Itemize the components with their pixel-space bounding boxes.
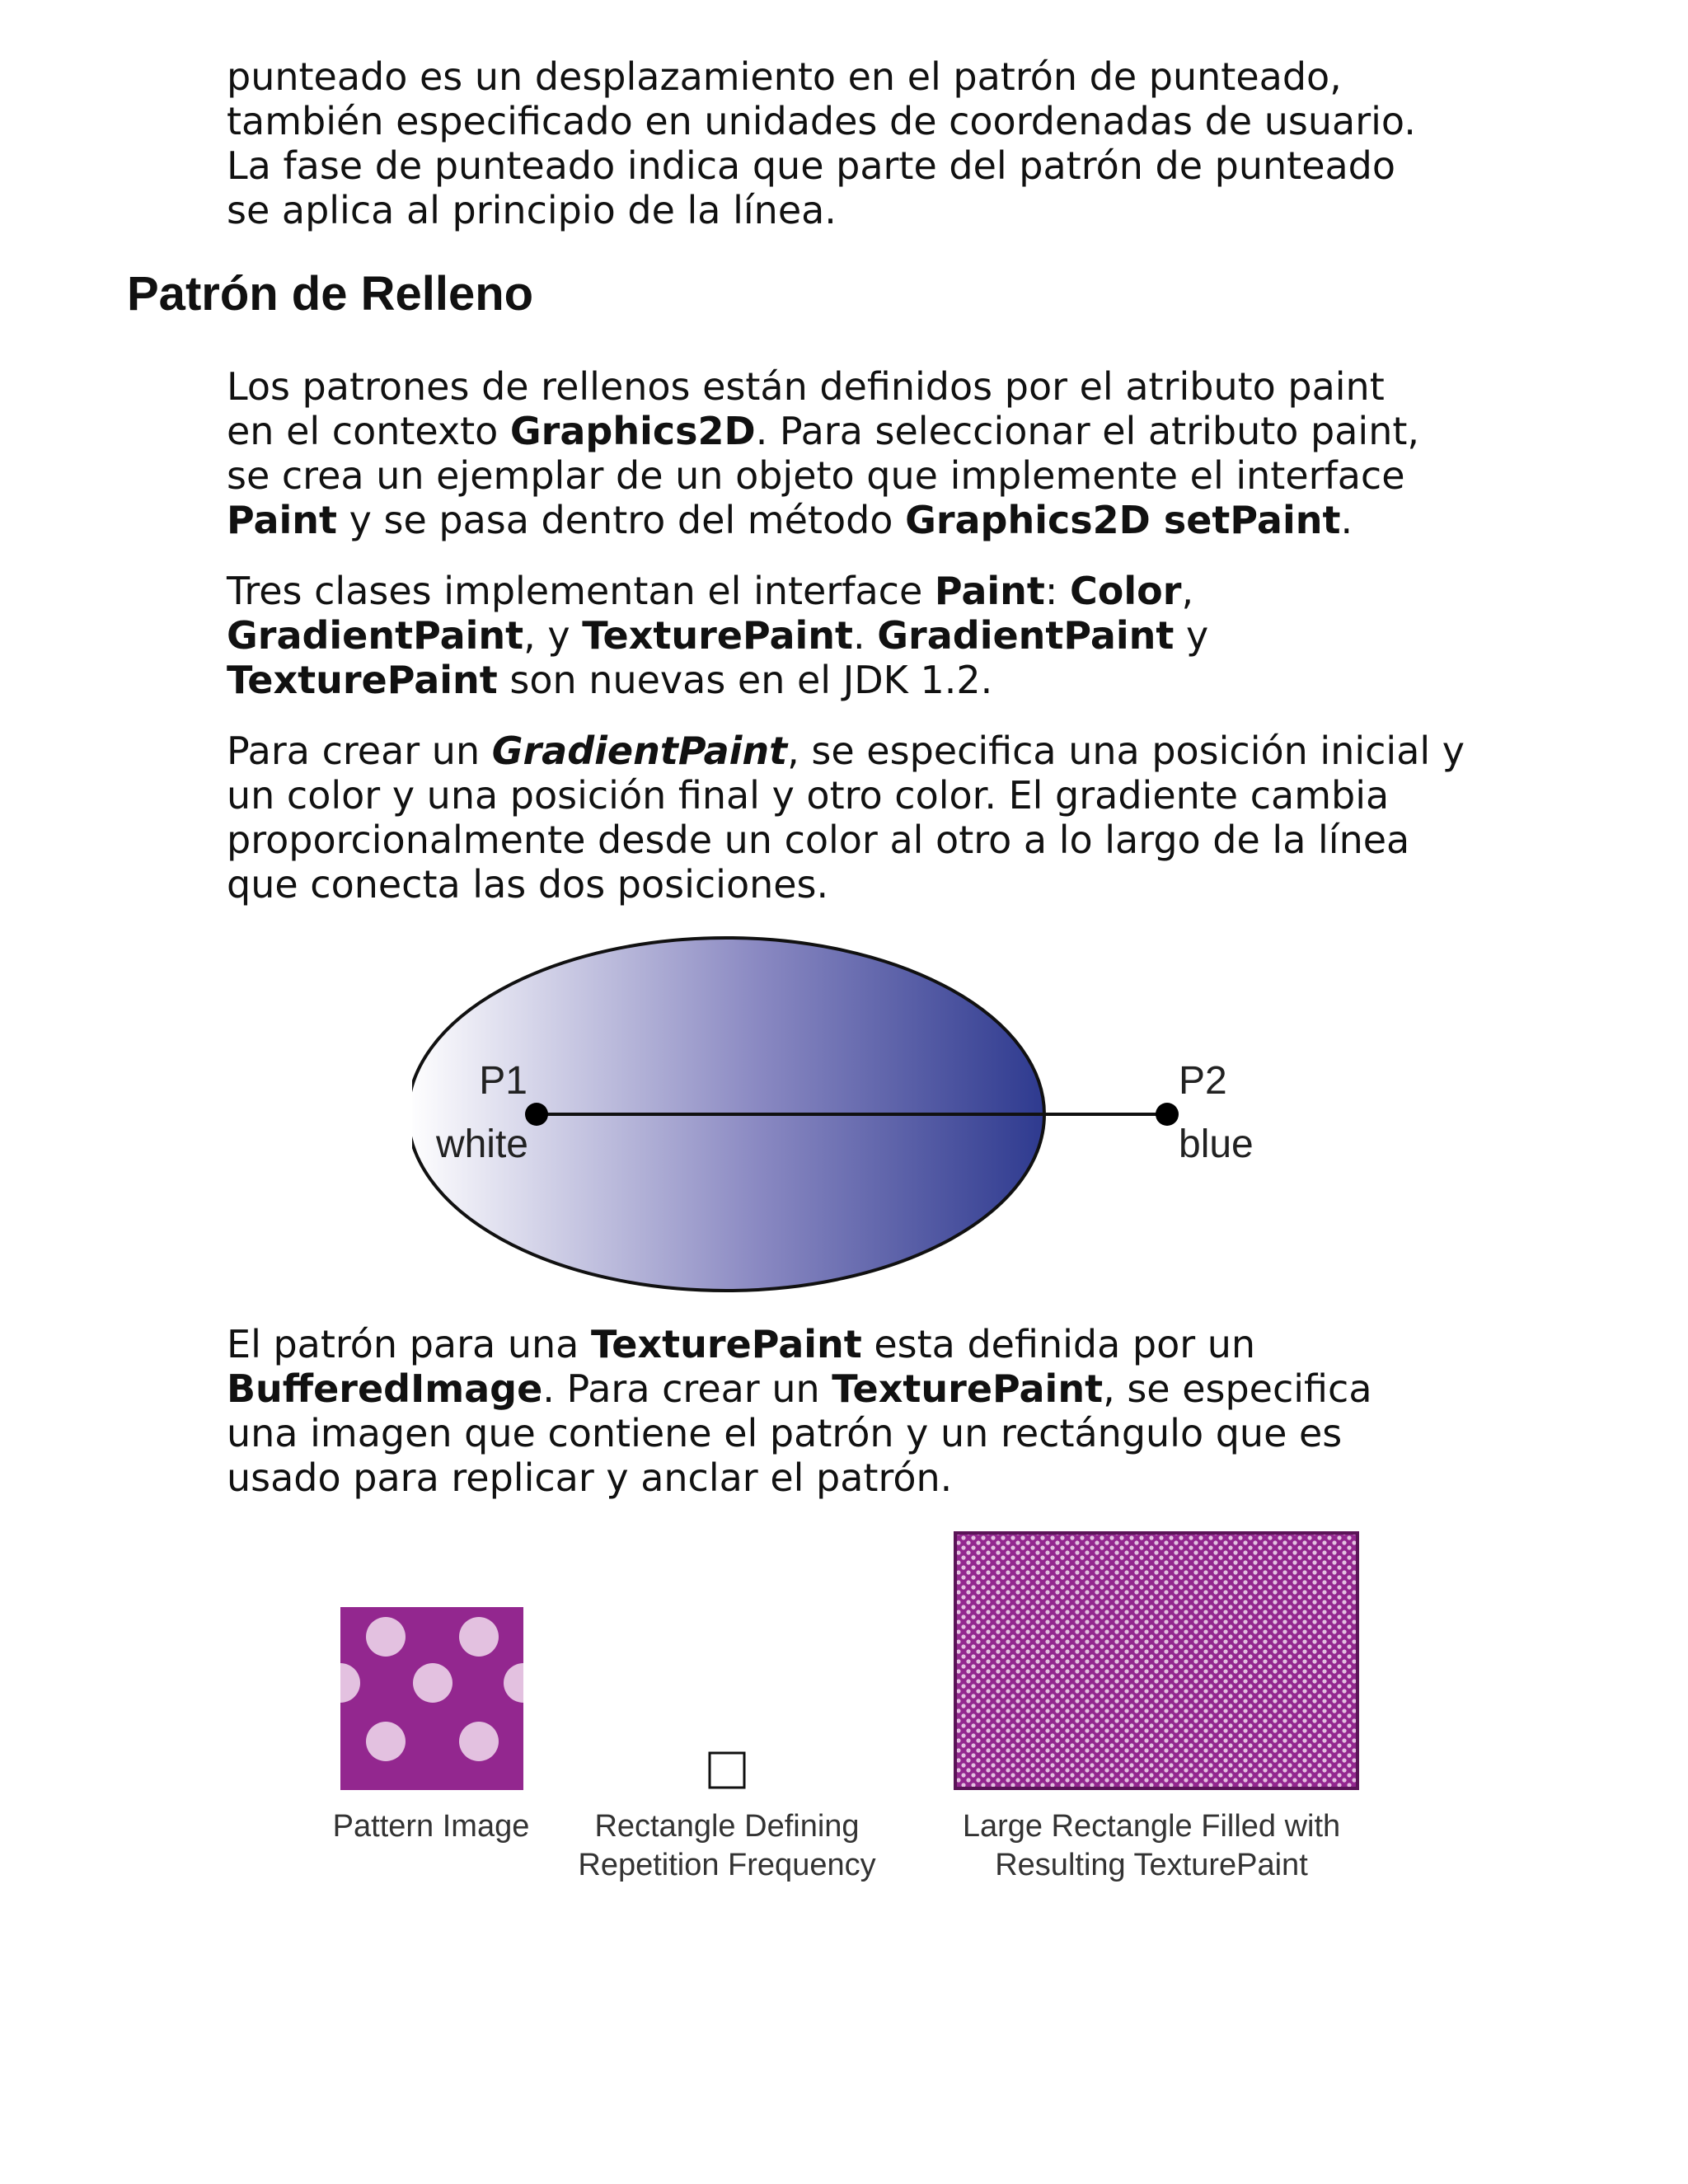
- paragraph-line: [227, 1411, 1479, 1455]
- intro-line: punteado es un desplazamiento en el patrón de punteado,: [227, 54, 1342, 99]
- text-run: Para crear un: [227, 729, 492, 773]
- text-run: El patrón para una: [227, 1322, 591, 1366]
- code-term: Graphics2D: [509, 409, 756, 453]
- paragraph-line: [227, 613, 1479, 658]
- rect-caption-line1: Rectangle Defining: [594, 1809, 860, 1844]
- code-term: GradientPaint: [227, 613, 524, 658]
- pattern-caption: Pattern Image: [332, 1809, 530, 1844]
- texturepaint-paragraph: [227, 1322, 1479, 1500]
- paragraph-line: [227, 453, 1479, 498]
- text-run: Tres clases implementan el interface: [227, 569, 935, 613]
- p2-color-label: blue: [1179, 1122, 1254, 1166]
- text-run: esta definida por un: [861, 1322, 1256, 1366]
- rect-caption-line2: Repetition Frequency: [578, 1848, 876, 1882]
- text-run: . Para seleccionar el atributo paint,: [755, 409, 1420, 453]
- p1-color-label: white: [435, 1122, 528, 1166]
- text-run: , se especifica una posición inicial y: [787, 729, 1465, 773]
- code-term: GradientPaint: [877, 613, 1175, 658]
- text-run: , y: [523, 613, 583, 658]
- paragraph-line: [227, 773, 1479, 818]
- large-caption-line1: Large Rectangle Filled with: [962, 1809, 1341, 1844]
- intro-line: también especificado en unidades de coordenadas de usuario.: [227, 99, 1416, 143]
- text-run: y se pasa dentro del método: [337, 498, 906, 542]
- paint-classes-paragraph: [227, 569, 1479, 702]
- p2-point: [1156, 1103, 1179, 1126]
- text-run: un color y una posición final y otro color. El gradiente cambia: [227, 773, 1390, 818]
- pattern-image: [313, 1599, 548, 1797]
- text-run: :: [1044, 569, 1071, 613]
- code-term: Graphics2D setPaint: [905, 498, 1341, 542]
- paragraph-line: [227, 862, 1479, 907]
- code-term: Color: [1070, 569, 1182, 613]
- code-term: TexturePaint: [227, 658, 498, 702]
- text-run: Los patrones de rellenos están definidos por el atributo paint: [227, 364, 1385, 409]
- gradientpaint-paragraph: [227, 729, 1479, 907]
- code-term: BufferedImage: [227, 1366, 543, 1411]
- paragraph-line: [227, 658, 1479, 702]
- repetition-rectangle: [710, 1753, 744, 1788]
- code-term: TexturePaint: [832, 1366, 1104, 1411]
- paragraph-line: [227, 364, 1479, 409]
- code-term: Paint: [934, 569, 1045, 613]
- texture-figure: [313, 1521, 1385, 1891]
- section-heading: Patrón de Relleno: [127, 267, 534, 321]
- text-run: , se especifica: [1103, 1366, 1372, 1411]
- text-run: y: [1174, 613, 1209, 658]
- intro-line: La fase de punteado indica que parte del patrón de punteado: [227, 143, 1396, 188]
- large-textured-rectangle: [955, 1533, 1357, 1788]
- text-run: proporcionalmente desde un color al otro a lo largo de la línea: [227, 818, 1410, 862]
- text-run: una imagen que contiene el patrón y un rectángulo que es: [227, 1411, 1343, 1455]
- gradient-figure: [412, 923, 1286, 1302]
- paragraph-line: [227, 729, 1479, 773]
- paint-attribute-paragraph: [227, 364, 1479, 542]
- paragraph-line: [227, 569, 1479, 613]
- code-term: TexturePaint: [590, 1322, 862, 1366]
- p2-label: P2: [1179, 1059, 1227, 1103]
- text-run: . Para crear un: [542, 1366, 832, 1411]
- p1-label: P1: [479, 1059, 528, 1103]
- text-run: .: [853, 613, 878, 658]
- p1-point: [525, 1103, 548, 1126]
- paragraph-line: [227, 1455, 1479, 1500]
- text-run: ,: [1181, 569, 1194, 613]
- text-run: en el contexto: [227, 409, 510, 453]
- text-run: son nuevas en el JDK 1.2.: [497, 658, 993, 702]
- text-run: .: [1340, 498, 1353, 542]
- paragraph-line: [227, 818, 1479, 862]
- text-run: se crea un ejemplar de un objeto que implemente el interface: [227, 453, 1405, 498]
- intro-paragraph: [227, 54, 1479, 232]
- code-term: GradientPaint: [491, 729, 788, 773]
- intro-line: se aplica al principio de la línea.: [227, 188, 837, 232]
- paragraph-line: [227, 1322, 1479, 1366]
- paragraph-line: [227, 498, 1479, 542]
- text-run: que conecta las dos posiciones.: [227, 862, 829, 907]
- paragraph-line: [227, 409, 1479, 453]
- large-caption-line2: Resulting TexturePaint: [995, 1848, 1308, 1882]
- text-run: usado para replicar y anclar el patrón.: [227, 1455, 953, 1500]
- code-term: Paint: [227, 498, 338, 542]
- paragraph-line: [227, 1366, 1479, 1411]
- code-term: TexturePaint: [582, 613, 854, 658]
